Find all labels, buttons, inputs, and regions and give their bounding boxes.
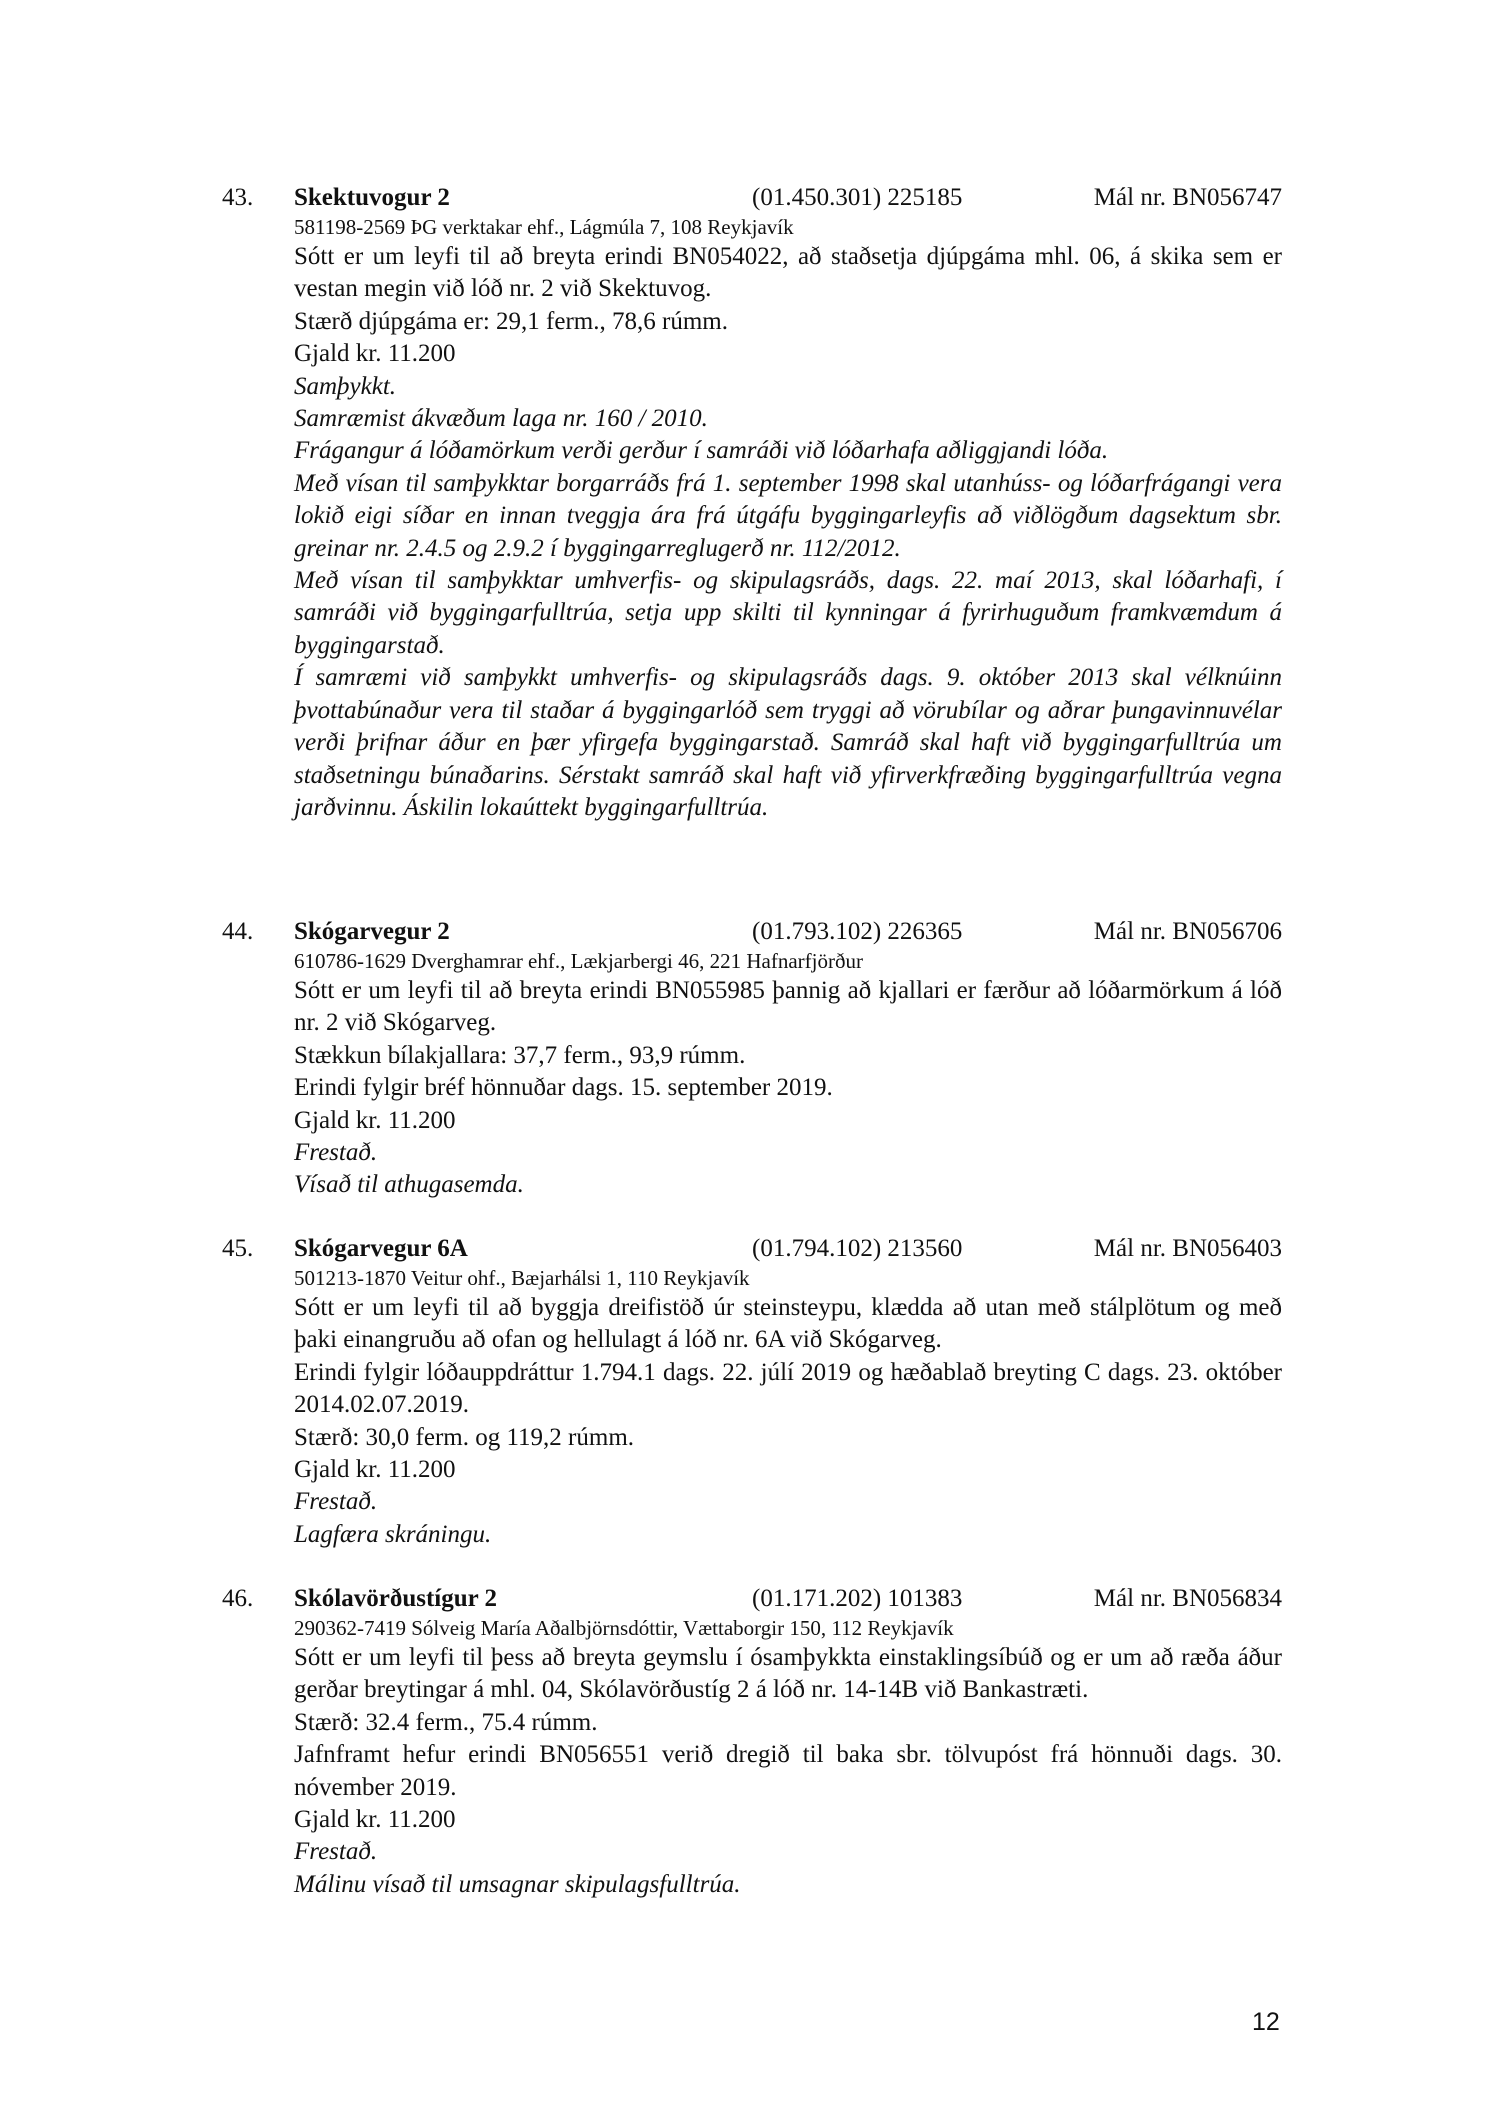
item-text: Jafnframt hefur erindi BN056551 verið dregið til baka sbr. tölvupóst frá hönnuði dags. 30. nóvember 2019.: [294, 1741, 1282, 1801]
item-body: [294, 241, 1282, 824]
item-address: Skólavörðustígur 2: [294, 1585, 498, 1612]
item-header: [294, 1583, 1282, 1615]
item-text: Sótt er um leyfi til að breyta erindi BN054022, að staðsetja djúpgáma mhl. 06, á skika sem er vestan megin við lóð nr. 2 við Skektuvog.: [294, 243, 1282, 303]
item-number: 44.: [222, 918, 254, 945]
case-item: [222, 1233, 1282, 1551]
item-lot-number: (01.450.301) 225185: [752, 184, 963, 211]
item-applicant: 290362-7419 Sólveig María Aðalbjörnsdóttir, Vættaborgir 150, 112 Reykjavík: [294, 1616, 954, 1640]
item-applicant: 610786-1629 Dverghamrar ehf., Lækjarbergi 46, 221 Hafnarfjörður: [294, 949, 863, 973]
item-note: Málinu vísað til umsagnar skipulagsfulltrúa.: [294, 1870, 741, 1898]
item-address: Skógarvegur 6A: [294, 1235, 468, 1262]
item-lot-number: (01.794.102) 213560: [752, 1235, 963, 1262]
item-note: Frágangur á lóðamörkum verði gerður í samráði við lóðarhafa aðliggjandi lóða.: [294, 437, 1109, 465]
item-lot-number: (01.793.102) 226365: [752, 918, 963, 945]
item-case-number: Mál nr. BN056747: [1093, 184, 1282, 211]
page-number: 12: [1252, 2008, 1280, 2036]
item-body: [294, 975, 1282, 1202]
item-note: Með vísan til samþykktar borgarráðs frá 1. september 1998 skal utanhúss- og lóðarfrágangi vera lokið eigi síðar en innan tveggja ára frá útgáfu byggingarleyfis að viðlögðum dagsektum sbr. greinar nr. 2.4.5 og 2.9.2 í byggingarreglugerð nr. 112/2012.: [294, 469, 1282, 562]
item-number: 43.: [222, 184, 254, 211]
item-decision: Samþykkt.: [294, 372, 397, 400]
item-note: Með vísan til samþykktar umhverfis- og skipulagsráðs, dags. 22. maí 2013, skal lóðarhafi, í samráði við byggingarfulltrúa, setja upp skilti til kynningar á fyrirhuguðum framkvæmdum á byggingarstað.: [294, 567, 1282, 659]
item-address: Skógarvegur 2: [294, 918, 450, 945]
item-note: Lagfæra skráningu.: [294, 1520, 492, 1548]
item-header: [294, 182, 1282, 214]
item-text: Sótt er um leyfi til að byggja dreifistöð úr steinsteypu, klædda að utan með stálplötum og með þaki einangruðu að ofan og hellulagt á lóð nr. 6A við Skógarveg.: [294, 1294, 1282, 1354]
item-decision: Frestað.: [294, 1139, 378, 1167]
item-text: Erindi fylgir bréf hönnuðar dags. 15. september 2019.: [294, 1074, 833, 1102]
item-note: Í samræmi við samþykkt umhverfis- og skipulagsráðs dags. 9. október 2013 skal vélknúinn þvottabúnaður vera til staðar á byggingarlóð sem tryggi að vörubílar og aðrar þungavinnuvélar verði þrifnar áður en þær yfirgefa byggingarstað. Samráð skal haft við byggingarfulltrúa um staðsetningu búnaðarins. Sérstakt samráð skal haft við yfirverkfræðing byggingarfulltrúa vegna jarðvinnu. Áskilin lokaúttekt byggingarfulltrúa.: [294, 664, 1282, 821]
item-applicant: 501213-1870 Veitur ohf., Bæjarhálsi 1, 110 Reykjavík: [294, 1266, 750, 1290]
item-fee: Gjald kr. 11.200: [294, 1806, 456, 1834]
item-text: Sótt er um leyfi til þess að breyta geymslu í ósamþykkta einstaklingsíbúð og er um að ræða áður gerðar breytingar á mhl. 04, Skólavörðustíg 2 á lóð nr. 14-14B við Bankastræti.: [294, 1644, 1282, 1704]
item-decision: Frestað.: [294, 1488, 378, 1516]
item-text: Stækkun bílakjallara: 37,7 ferm., 93,9 rúmm.: [294, 1041, 746, 1069]
item-text: Stærð: 30,0 ferm. og 119,2 rúmm.: [294, 1423, 635, 1451]
item-lot-number: (01.171.202) 101383: [752, 1585, 963, 1612]
item-text: Erindi fylgir lóðauppdráttur 1.794.1 dags. 22. júlí 2019 og hæðablað breyting C dags. 23. október 2014.02.07.2019.: [294, 1358, 1282, 1419]
item-text: Stærð djúpgáma er: 29,1 ferm., 78,6 rúmm.: [294, 307, 728, 335]
item-case-number: Mál nr. BN056706: [1093, 918, 1282, 945]
item-number: 45.: [222, 1235, 254, 1262]
case-item: [222, 1583, 1282, 1901]
item-number: 46.: [222, 1585, 254, 1612]
item-applicant: 581198-2569 ÞG verktakar ehf., Lágmúla 7, 108 Reykjavík: [294, 215, 794, 239]
case-item: [222, 916, 1282, 1202]
item-case-number: Mál nr. BN056403: [1093, 1235, 1282, 1262]
item-text: Stærð: 32.4 ferm., 75.4 rúmm.: [294, 1708, 598, 1736]
case-item: [222, 182, 1282, 824]
item-address: Skektuvogur 2: [294, 184, 450, 211]
item-body: [294, 1642, 1282, 1901]
item-note: Vísað til athugasemda.: [294, 1171, 524, 1199]
item-body: [294, 1292, 1282, 1551]
item-header: [294, 1233, 1282, 1265]
item-text: Sótt er um leyfi til að breyta erindi BN055985 þannig að kjallari er færður að lóðarmörkum á lóð nr. 2 við Skógarveg.: [294, 977, 1282, 1037]
item-fee: Gjald kr. 11.200: [294, 340, 456, 368]
item-note: Samræmist ákvæðum laga nr. 160 / 2010.: [294, 405, 708, 433]
item-fee: Gjald kr. 11.200: [294, 1106, 456, 1134]
item-header: [294, 916, 1282, 948]
item-decision: Frestað.: [294, 1838, 378, 1866]
item-case-number: Mál nr. BN056834: [1093, 1585, 1282, 1612]
item-fee: Gjald kr. 11.200: [294, 1456, 456, 1484]
